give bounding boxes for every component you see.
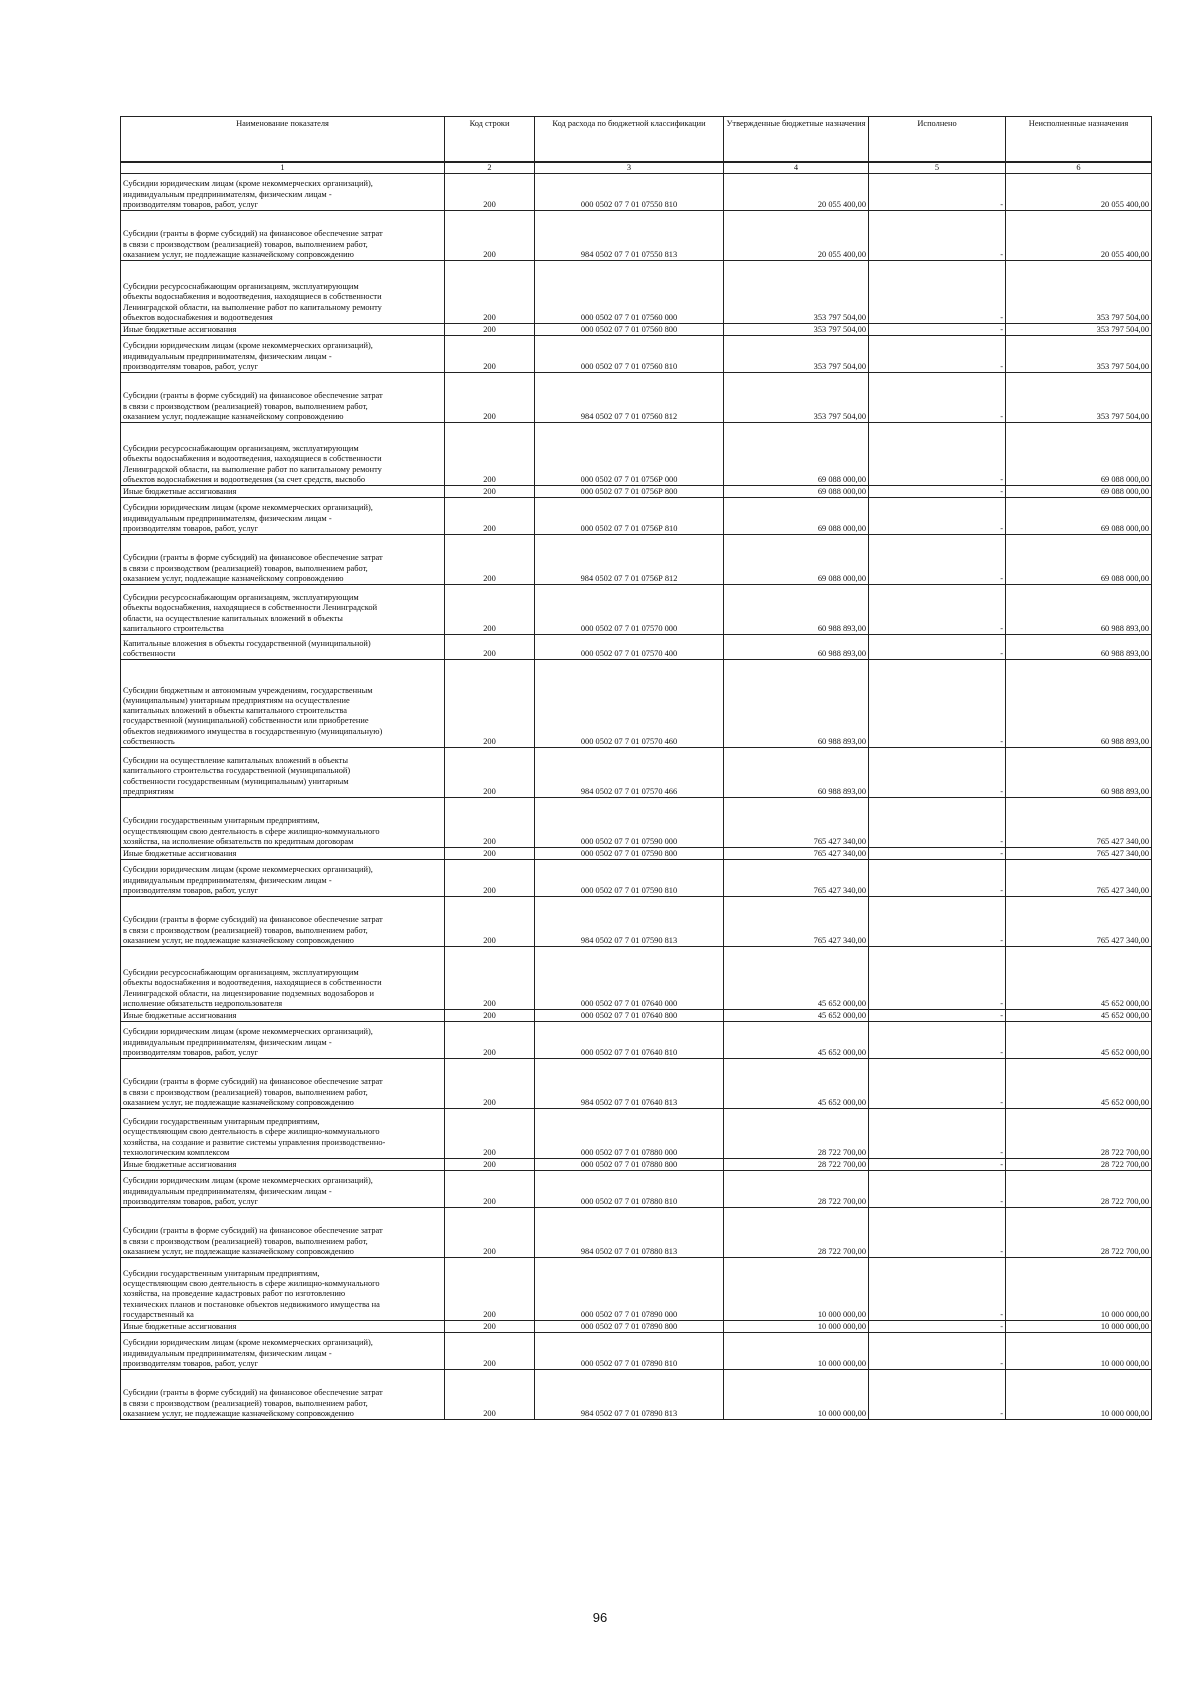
row-line-code: 200 xyxy=(445,1370,535,1420)
row-executed-amount: - xyxy=(869,324,1006,336)
row-approved-amount: 28 722 700,00 xyxy=(724,1171,869,1208)
row-remaining-amount: 45 652 000,00 xyxy=(1006,1010,1152,1022)
row-line-code: 200 xyxy=(445,1321,535,1333)
row-budget-code: 984 0502 07 7 01 07640 813 xyxy=(535,1059,724,1109)
header-approved-appropriations: Утвержденные бюджетные назначения xyxy=(724,117,869,163)
row-line-code: 200 xyxy=(445,897,535,947)
table-row xyxy=(121,1333,1152,1370)
row-remaining-amount: 28 722 700,00 xyxy=(1006,1109,1152,1159)
table-row xyxy=(121,535,1152,585)
row-remaining-amount: 20 055 400,00 xyxy=(1006,211,1152,261)
row-indicator-name: Субсидии ресурсоснабжающим организациям, эксплуатирующим объекты водоснабжения и водоотведения, находящиеся в собственности Ленинградской области, на выполнение работ по капитальному ремонту объектов водоснабжения и водоотведения xyxy=(121,261,445,324)
header-indicator-name: Наименование показателя xyxy=(121,117,445,163)
header-unexecuted-appropriations: Неисполненные назначения xyxy=(1006,117,1152,163)
row-remaining-amount: 45 652 000,00 xyxy=(1006,1022,1152,1059)
table-row xyxy=(121,373,1152,423)
row-budget-code: 000 0502 07 7 01 07570 400 xyxy=(535,635,724,660)
row-budget-code: 000 0502 07 7 01 07890 800 xyxy=(535,1321,724,1333)
row-budget-code: 984 0502 07 7 01 07550 813 xyxy=(535,211,724,261)
row-line-code: 200 xyxy=(445,423,535,486)
row-executed-amount: - xyxy=(869,174,1006,211)
row-approved-amount: 69 088 000,00 xyxy=(724,535,869,585)
table-row xyxy=(121,1208,1152,1258)
column-number: 1 xyxy=(121,162,445,174)
table-row xyxy=(121,1059,1152,1109)
row-indicator-name: Иные бюджетные ассигнования xyxy=(121,1159,445,1171)
row-approved-amount: 10 000 000,00 xyxy=(724,1321,869,1333)
row-approved-amount: 28 722 700,00 xyxy=(724,1109,869,1159)
table-row xyxy=(121,261,1152,324)
row-line-code: 200 xyxy=(445,373,535,423)
row-line-code: 200 xyxy=(445,947,535,1010)
row-remaining-amount: 28 722 700,00 xyxy=(1006,1159,1152,1171)
row-budget-code: 000 0502 07 7 01 07560 810 xyxy=(535,336,724,373)
row-budget-code: 000 0502 07 7 01 07640 810 xyxy=(535,1022,724,1059)
row-approved-amount: 69 088 000,00 xyxy=(724,486,869,498)
page-number: 96 xyxy=(592,1610,608,1625)
row-remaining-amount: 353 797 504,00 xyxy=(1006,324,1152,336)
table-row xyxy=(121,324,1152,336)
row-approved-amount: 45 652 000,00 xyxy=(724,947,869,1010)
row-executed-amount: - xyxy=(869,1159,1006,1171)
row-executed-amount: - xyxy=(869,1010,1006,1022)
row-approved-amount: 765 427 340,00 xyxy=(724,848,869,860)
row-indicator-name: Субсидии юридическим лицам (кроме некоммерческих организаций), индивидуальным предпринимателям, физическим лицам - производителям товаров, работ, услуг xyxy=(121,336,445,373)
row-indicator-name: Субсидии ресурсоснабжающим организациям, эксплуатирующим объекты водоснабжения и водоотведения, находящиеся в собственности Ленинградской области, на лицензирование подземных водозаборов и исполнение обязательств недропользователя xyxy=(121,947,445,1010)
row-remaining-amount: 28 722 700,00 xyxy=(1006,1171,1152,1208)
table-row xyxy=(121,336,1152,373)
table-row xyxy=(121,1321,1152,1333)
budget-report-sheet xyxy=(120,116,1151,1420)
table-row xyxy=(121,848,1152,860)
row-line-code: 200 xyxy=(445,1258,535,1321)
row-indicator-name: Иные бюджетные ассигнования xyxy=(121,1321,445,1333)
row-approved-amount: 353 797 504,00 xyxy=(724,373,869,423)
table-row xyxy=(121,1159,1152,1171)
row-approved-amount: 20 055 400,00 xyxy=(724,174,869,211)
row-indicator-name: Субсидии (гранты в форме субсидий) на финансовое обеспечение затрат в связи с производством (реализацией) товаров, выполнением работ, оказанием услуг, не подлежащие казначейскому сопровождению xyxy=(121,211,445,261)
table-row xyxy=(121,585,1152,635)
row-indicator-name: Субсидии ресурсоснабжающим организациям, эксплуатирующим объекты водоснабжения и водоотведения, находящиеся в собственности Ленинградской области, на выполнение работ по капитальному ремонту объектов водоснабжения и водоотведения (за счет средств, высвобо xyxy=(121,423,445,486)
row-indicator-name: Субсидии государственным унитарным предприятиям, осуществляющим свою деятельность в сфере жилищно-коммунального хозяйства, на создание и развитие системы управления производственно- технологическим комплексом xyxy=(121,1109,445,1159)
row-indicator-name: Субсидии юридическим лицам (кроме некоммерческих организаций), индивидуальным предпринимателям, физическим лицам - производителям товаров, работ, услуг xyxy=(121,860,445,897)
row-executed-amount: - xyxy=(869,261,1006,324)
table-row xyxy=(121,660,1152,748)
row-line-code: 200 xyxy=(445,848,535,860)
row-approved-amount: 353 797 504,00 xyxy=(724,261,869,324)
table-row xyxy=(121,798,1152,848)
table-row xyxy=(121,1010,1152,1022)
row-remaining-amount: 69 088 000,00 xyxy=(1006,498,1152,535)
row-remaining-amount: 69 088 000,00 xyxy=(1006,486,1152,498)
table-row xyxy=(121,897,1152,947)
row-line-code: 200 xyxy=(445,1059,535,1109)
header-executed: Исполнено xyxy=(869,117,1006,163)
row-budget-code: 984 0502 07 7 01 07590 813 xyxy=(535,897,724,947)
row-budget-code: 000 0502 07 7 01 0756Р 810 xyxy=(535,498,724,535)
row-executed-amount: - xyxy=(869,1333,1006,1370)
row-line-code: 200 xyxy=(445,535,535,585)
row-remaining-amount: 20 055 400,00 xyxy=(1006,174,1152,211)
table-header-row xyxy=(121,117,1152,163)
table-row xyxy=(121,174,1152,211)
row-remaining-amount: 10 000 000,00 xyxy=(1006,1258,1152,1321)
row-executed-amount: - xyxy=(869,635,1006,660)
row-budget-code: 000 0502 07 7 01 07590 810 xyxy=(535,860,724,897)
row-approved-amount: 28 722 700,00 xyxy=(724,1159,869,1171)
row-line-code: 200 xyxy=(445,1109,535,1159)
row-approved-amount: 69 088 000,00 xyxy=(724,498,869,535)
row-approved-amount: 45 652 000,00 xyxy=(724,1059,869,1109)
row-budget-code: 000 0502 07 7 01 0756Р 800 xyxy=(535,486,724,498)
row-indicator-name: Иные бюджетные ассигнования xyxy=(121,324,445,336)
row-remaining-amount: 69 088 000,00 xyxy=(1006,423,1152,486)
row-remaining-amount: 10 000 000,00 xyxy=(1006,1370,1152,1420)
row-line-code: 200 xyxy=(445,798,535,848)
row-budget-code: 984 0502 07 7 01 0756Р 812 xyxy=(535,535,724,585)
row-budget-code: 000 0502 07 7 01 07570 460 xyxy=(535,660,724,748)
row-remaining-amount: 353 797 504,00 xyxy=(1006,261,1152,324)
row-remaining-amount: 353 797 504,00 xyxy=(1006,336,1152,373)
row-remaining-amount: 765 427 340,00 xyxy=(1006,798,1152,848)
row-executed-amount: - xyxy=(869,1321,1006,1333)
row-budget-code: 000 0502 07 7 01 07880 800 xyxy=(535,1159,724,1171)
table-row xyxy=(121,1258,1152,1321)
row-approved-amount: 45 652 000,00 xyxy=(724,1022,869,1059)
row-remaining-amount: 28 722 700,00 xyxy=(1006,1208,1152,1258)
row-indicator-name: Субсидии государственным унитарным предприятиям, осуществляющим свою деятельность в сфере жилищно-коммунального хозяйства, на исполнение обязательств по кредитным договорам xyxy=(121,798,445,848)
row-line-code: 200 xyxy=(445,1333,535,1370)
row-budget-code: 000 0502 07 7 01 07640 800 xyxy=(535,1010,724,1022)
row-indicator-name: Субсидии государственным унитарным предприятиям, осуществляющим свою деятельность в сфере жилищно-коммунального хозяйства, на проведение кадастровых работ по изготовлению технических планов и постановке объектов недвижимого имущества на государственный ка xyxy=(121,1258,445,1321)
row-budget-code: 000 0502 07 7 01 07560 000 xyxy=(535,261,724,324)
row-line-code: 200 xyxy=(445,1171,535,1208)
row-budget-code: 984 0502 07 7 01 07560 812 xyxy=(535,373,724,423)
row-executed-amount: - xyxy=(869,1258,1006,1321)
budget-execution-table xyxy=(120,116,1152,1420)
row-remaining-amount: 69 088 000,00 xyxy=(1006,535,1152,585)
row-line-code: 200 xyxy=(445,585,535,635)
row-line-code: 200 xyxy=(445,1208,535,1258)
row-remaining-amount: 10 000 000,00 xyxy=(1006,1333,1152,1370)
row-indicator-name: Субсидии (гранты в форме субсидий) на финансовое обеспечение затрат в связи с производством (реализацией) товаров, выполнением работ, оказанием услуг, не подлежащие казначейскому сопровождению xyxy=(121,1208,445,1258)
row-budget-code: 000 0502 07 7 01 07890 810 xyxy=(535,1333,724,1370)
column-number: 4 xyxy=(724,162,869,174)
row-indicator-name: Субсидии юридическим лицам (кроме некоммерческих организаций), индивидуальным предпринимателям, физическим лицам - производителям товаров, работ, услуг xyxy=(121,1022,445,1059)
row-indicator-name: Субсидии (гранты в форме субсидий) на финансовое обеспечение затрат в связи с производством (реализацией) товаров, выполнением работ, оказанием услуг, не подлежащие казначейскому сопровождению xyxy=(121,897,445,947)
row-approved-amount: 69 088 000,00 xyxy=(724,423,869,486)
row-budget-code: 984 0502 07 7 01 07890 813 xyxy=(535,1370,724,1420)
row-line-code: 200 xyxy=(445,486,535,498)
column-number: 6 xyxy=(1006,162,1152,174)
row-indicator-name: Иные бюджетные ассигнования xyxy=(121,848,445,860)
row-executed-amount: - xyxy=(869,798,1006,848)
table-row xyxy=(121,486,1152,498)
table-row xyxy=(121,423,1152,486)
row-indicator-name: Иные бюджетные ассигнования xyxy=(121,1010,445,1022)
table-row xyxy=(121,1109,1152,1159)
row-line-code: 200 xyxy=(445,860,535,897)
row-line-code: 200 xyxy=(445,1159,535,1171)
row-budget-code: 000 0502 07 7 01 07880 000 xyxy=(535,1109,724,1159)
row-executed-amount: - xyxy=(869,535,1006,585)
row-approved-amount: 20 055 400,00 xyxy=(724,211,869,261)
table-body xyxy=(121,174,1152,1420)
row-line-code: 200 xyxy=(445,211,535,261)
table-row xyxy=(121,748,1152,798)
row-indicator-name: Капитальные вложения в объекты государственной (муниципальной) собственности xyxy=(121,635,445,660)
row-executed-amount: - xyxy=(869,585,1006,635)
row-budget-code: 000 0502 07 7 01 07570 000 xyxy=(535,585,724,635)
row-indicator-name: Субсидии (гранты в форме субсидий) на финансовое обеспечение затрат в связи с производством (реализацией) товаров, выполнением работ, оказанием услуг, не подлежащие казначейскому сопровождению xyxy=(121,1059,445,1109)
row-executed-amount: - xyxy=(869,660,1006,748)
column-number: 5 xyxy=(869,162,1006,174)
row-budget-code: 000 0502 07 7 01 0756Р 000 xyxy=(535,423,724,486)
row-executed-amount: - xyxy=(869,373,1006,423)
row-indicator-name: Субсидии ресурсоснабжающим организациям, эксплуатирующим объекты водоснабжения, находящиеся в собственности Ленинградской области, на осуществление капитальных вложений в объекты капитального строительства xyxy=(121,585,445,635)
row-budget-code: 000 0502 07 7 01 07560 800 xyxy=(535,324,724,336)
row-approved-amount: 765 427 340,00 xyxy=(724,897,869,947)
row-budget-code: 000 0502 07 7 01 07590 000 xyxy=(535,798,724,848)
column-number-row xyxy=(121,162,1152,174)
row-approved-amount: 765 427 340,00 xyxy=(724,860,869,897)
row-line-code: 200 xyxy=(445,748,535,798)
row-executed-amount: - xyxy=(869,336,1006,373)
row-approved-amount: 60 988 893,00 xyxy=(724,585,869,635)
column-number: 2 xyxy=(445,162,535,174)
table-row xyxy=(121,211,1152,261)
row-remaining-amount: 765 427 340,00 xyxy=(1006,860,1152,897)
row-line-code: 200 xyxy=(445,660,535,748)
row-approved-amount: 353 797 504,00 xyxy=(724,336,869,373)
row-executed-amount: - xyxy=(869,1059,1006,1109)
row-indicator-name: Субсидии (гранты в форме субсидий) на финансовое обеспечение затрат в связи с производством (реализацией) товаров, выполнением работ, оказанием услуг, подлежащие казначейскому сопровождению xyxy=(121,373,445,423)
row-approved-amount: 60 988 893,00 xyxy=(724,635,869,660)
row-executed-amount: - xyxy=(869,897,1006,947)
row-executed-amount: - xyxy=(869,1171,1006,1208)
row-executed-amount: - xyxy=(869,498,1006,535)
row-approved-amount: 765 427 340,00 xyxy=(724,798,869,848)
row-indicator-name: Субсидии (гранты в форме субсидий) на финансовое обеспечение затрат в связи с производством (реализацией) товаров, выполнением работ, оказанием услуг, не подлежащие казначейскому сопровождению xyxy=(121,1370,445,1420)
row-budget-code: 984 0502 07 7 01 07570 466 xyxy=(535,748,724,798)
row-remaining-amount: 10 000 000,00 xyxy=(1006,1321,1152,1333)
row-approved-amount: 353 797 504,00 xyxy=(724,324,869,336)
table-row xyxy=(121,860,1152,897)
row-line-code: 200 xyxy=(445,1022,535,1059)
row-indicator-name: Субсидии юридическим лицам (кроме некоммерческих организаций), индивидуальным предпринимателям, физическим лицам - производителям товаров, работ, услуг xyxy=(121,1333,445,1370)
row-approved-amount: 10 000 000,00 xyxy=(724,1370,869,1420)
row-executed-amount: - xyxy=(869,211,1006,261)
header-budget-classification-code: Код расхода по бюджетной классификации xyxy=(535,117,724,163)
row-approved-amount: 10 000 000,00 xyxy=(724,1333,869,1370)
row-line-code: 200 xyxy=(445,635,535,660)
table-row xyxy=(121,635,1152,660)
row-indicator-name: Субсидии юридическим лицам (кроме некоммерческих организаций), индивидуальным предпринимателям, физическим лицам - производителям товаров, работ, услуг xyxy=(121,1171,445,1208)
row-indicator-name: Иные бюджетные ассигнования xyxy=(121,486,445,498)
row-line-code: 200 xyxy=(445,324,535,336)
table-row xyxy=(121,1022,1152,1059)
row-line-code: 200 xyxy=(445,498,535,535)
row-approved-amount: 28 722 700,00 xyxy=(724,1208,869,1258)
row-indicator-name: Субсидии бюджетным и автономным учреждениям, государственным (муниципальным) унитарным предприятиям на осуществление капитальных вложений в объекты капитального строительства государственной (муниципальной) собственности или приобретение объектов недвижимого имущества в государственную (муниципальную) собственность xyxy=(121,660,445,748)
row-executed-amount: - xyxy=(869,860,1006,897)
table-row xyxy=(121,498,1152,535)
row-remaining-amount: 60 988 893,00 xyxy=(1006,748,1152,798)
header-line-code: Код строки xyxy=(445,117,535,163)
row-executed-amount: - xyxy=(869,1022,1006,1059)
row-budget-code: 000 0502 07 7 01 07640 000 xyxy=(535,947,724,1010)
row-executed-amount: - xyxy=(869,423,1006,486)
row-budget-code: 000 0502 07 7 01 07590 800 xyxy=(535,848,724,860)
table-row xyxy=(121,947,1152,1010)
row-approved-amount: 10 000 000,00 xyxy=(724,1258,869,1321)
row-remaining-amount: 765 427 340,00 xyxy=(1006,897,1152,947)
row-remaining-amount: 353 797 504,00 xyxy=(1006,373,1152,423)
row-remaining-amount: 45 652 000,00 xyxy=(1006,947,1152,1010)
row-executed-amount: - xyxy=(869,1208,1006,1258)
row-indicator-name: Субсидии юридическим лицам (кроме некоммерческих организаций), индивидуальным предпринимателям, физическим лицам - производителям товаров, работ, услуг xyxy=(121,498,445,535)
table-row xyxy=(121,1171,1152,1208)
row-approved-amount: 45 652 000,00 xyxy=(724,1010,869,1022)
row-executed-amount: - xyxy=(869,848,1006,860)
row-line-code: 200 xyxy=(445,174,535,211)
row-line-code: 200 xyxy=(445,261,535,324)
row-remaining-amount: 60 988 893,00 xyxy=(1006,635,1152,660)
row-executed-amount: - xyxy=(869,947,1006,1010)
row-remaining-amount: 45 652 000,00 xyxy=(1006,1059,1152,1109)
row-budget-code: 000 0502 07 7 01 07550 810 xyxy=(535,174,724,211)
row-approved-amount: 60 988 893,00 xyxy=(724,748,869,798)
row-line-code: 200 xyxy=(445,1010,535,1022)
row-budget-code: 000 0502 07 7 01 07890 000 xyxy=(535,1258,724,1321)
row-remaining-amount: 765 427 340,00 xyxy=(1006,848,1152,860)
row-executed-amount: - xyxy=(869,1370,1006,1420)
row-executed-amount: - xyxy=(869,486,1006,498)
row-executed-amount: - xyxy=(869,1109,1006,1159)
column-number: 3 xyxy=(535,162,724,174)
table-row xyxy=(121,1370,1152,1420)
row-budget-code: 984 0502 07 7 01 07880 813 xyxy=(535,1208,724,1258)
row-indicator-name: Субсидии на осуществление капитальных вложений в объекты капитального строительства государственной (муниципальной) собственности государственным (муниципальным) унитарным предприятиям xyxy=(121,748,445,798)
row-approved-amount: 60 988 893,00 xyxy=(724,660,869,748)
row-indicator-name: Субсидии юридическим лицам (кроме некоммерческих организаций), индивидуальным предпринимателям, физическим лицам - производителям товаров, работ, услуг xyxy=(121,174,445,211)
row-remaining-amount: 60 988 893,00 xyxy=(1006,585,1152,635)
row-budget-code: 000 0502 07 7 01 07880 810 xyxy=(535,1171,724,1208)
row-line-code: 200 xyxy=(445,336,535,373)
row-indicator-name: Субсидии (гранты в форме субсидий) на финансовое обеспечение затрат в связи с производством (реализацией) товаров, выполнением работ, оказанием услуг, подлежащие казначейскому сопровождению xyxy=(121,535,445,585)
row-executed-amount: - xyxy=(869,748,1006,798)
row-remaining-amount: 60 988 893,00 xyxy=(1006,660,1152,748)
